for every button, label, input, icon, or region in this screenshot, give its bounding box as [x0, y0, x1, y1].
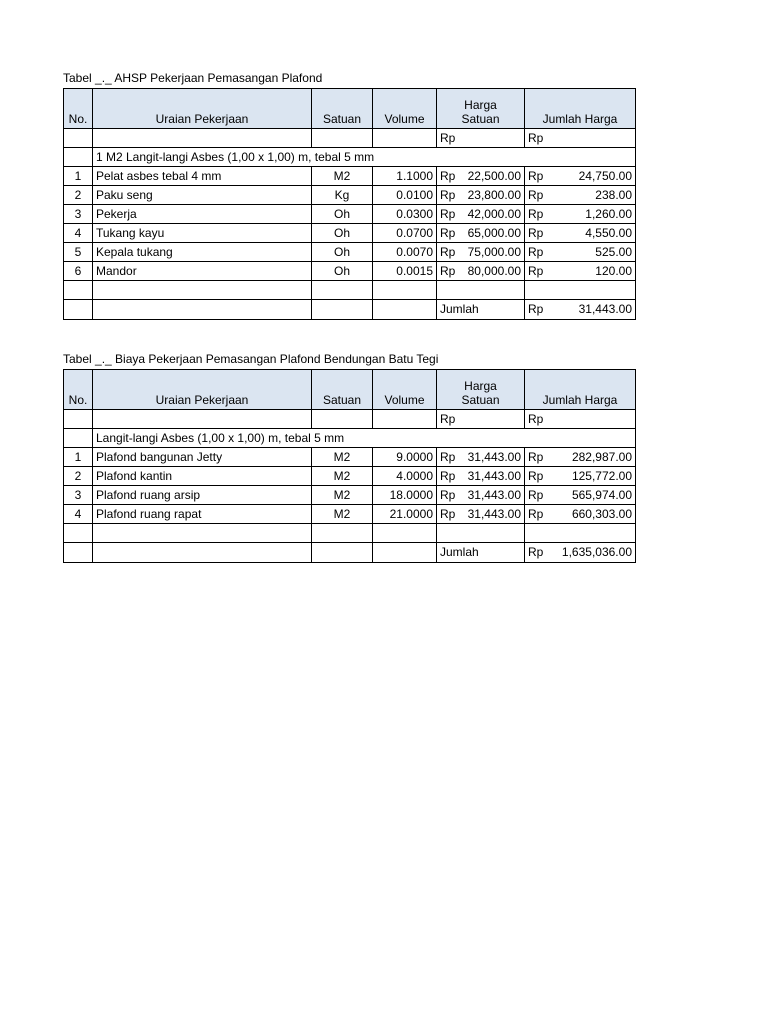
currency-label: Rp [528, 187, 544, 202]
cell-satuan: M2 [312, 486, 373, 505]
currency-label: Rp [528, 449, 544, 464]
cell-volume: 0.0070 [373, 243, 437, 262]
cell-volume: 4.0000 [373, 467, 437, 486]
col-header-jumlah-harga: Jumlah Harga [525, 370, 636, 410]
cell-harga [437, 467, 525, 486]
table2-biaya [63, 369, 636, 563]
cell-satuan: M2 [312, 167, 373, 186]
harga-value: 42,000.00 [467, 206, 521, 221]
unit-rp-jumlah: Rp [525, 410, 636, 429]
col-header-harga-satuan [437, 370, 525, 410]
cell-jumlah [525, 205, 636, 224]
table-row [64, 262, 636, 281]
harga-value: 80,000.00 [467, 263, 521, 278]
cell-harga [437, 505, 525, 524]
table1-total-row [64, 300, 636, 320]
cell-jumlah [525, 224, 636, 243]
cell-uraian: Pelat asbes tebal 4 mm [93, 167, 312, 186]
table2-total-row [64, 543, 636, 563]
cell-harga [437, 262, 525, 281]
cell-harga [437, 448, 525, 467]
harga-value: 23,800.00 [467, 187, 521, 202]
cell-satuan: M2 [312, 505, 373, 524]
harga-value: 31,443.00 [467, 449, 521, 464]
cell-jumlah [525, 167, 636, 186]
currency-label: Rp [528, 506, 544, 521]
cell-no: 3 [64, 486, 93, 505]
cell-harga [437, 224, 525, 243]
cell-uraian: Plafond kantin [93, 467, 312, 486]
cell-harga [437, 486, 525, 505]
jumlah-value: 660,303.00 [571, 506, 632, 521]
unit-rp-jumlah: Rp [525, 129, 636, 148]
cell-uraian: Paku seng [93, 186, 312, 205]
col-header-harga-line1: Harga [464, 379, 497, 393]
cell-no: 6 [64, 262, 93, 281]
cell-harga [437, 167, 525, 186]
table2-unit-row [64, 410, 636, 429]
table1-block [63, 70, 636, 320]
cell-jumlah [525, 505, 636, 524]
jumlah-value: 525.00 [595, 244, 632, 259]
cell-uraian: Plafond bangunan Jetty [93, 448, 312, 467]
unit-rp-harga: Rp [437, 129, 525, 148]
jumlah-value: 1,260.00 [585, 206, 632, 221]
currency-label: Rp [440, 487, 456, 502]
currency-label: Rp [528, 168, 544, 183]
currency-label: Rp [528, 545, 544, 559]
cell-satuan: M2 [312, 448, 373, 467]
table1-caption: Tabel _._ AHSP Pekerjaan Pemasangan Plafond [63, 71, 323, 85]
cell-volume: 0.0015 [373, 262, 437, 281]
cell-no: 5 [64, 243, 93, 262]
cell-uraian: Plafond ruang arsip [93, 486, 312, 505]
total-label: Jumlah [437, 300, 525, 320]
col-header-volume: Volume [373, 370, 437, 410]
table2-block [63, 351, 636, 563]
cell-volume: 1.1000 [373, 167, 437, 186]
cell-volume: 0.0100 [373, 186, 437, 205]
cell-satuan: Kg [312, 186, 373, 205]
table-row [64, 467, 636, 486]
currency-label: Rp [440, 449, 456, 464]
cell-jumlah [525, 486, 636, 505]
currency-label: Rp [528, 263, 544, 278]
cell-volume: 9.0000 [373, 448, 437, 467]
col-header-harga-satuan [437, 89, 525, 129]
jumlah-value: 4,550.00 [585, 225, 632, 240]
table1-section-row [64, 148, 636, 167]
col-header-satuan: Satuan [312, 89, 373, 129]
table2-caption: Tabel _._ Biaya Pekerjaan Pemasangan Plafond Bendungan Batu Tegi [63, 352, 439, 366]
table2-header-row [64, 370, 636, 410]
cell-uraian: Pekerja [93, 205, 312, 224]
cell-jumlah [525, 467, 636, 486]
table-row [64, 243, 636, 262]
jumlah-value: 238.00 [595, 187, 632, 202]
cell-uraian: Kepala tukang [93, 243, 312, 262]
currency-label: Rp [440, 168, 456, 183]
cell-jumlah [525, 186, 636, 205]
section-label: 1 M2 Langit-langi Asbes (1,00 x 1,00) m, tebal 5 mm [93, 148, 636, 167]
jumlah-value: 125,772.00 [571, 468, 632, 483]
col-header-uraian: Uraian Pekerjaan [93, 89, 312, 129]
section-label: Langit-langi Asbes (1,00 x 1,00) m, tebal 5 mm [93, 429, 636, 448]
cell-no: 2 [64, 186, 93, 205]
cell-jumlah [525, 448, 636, 467]
table2-spacer-row [64, 524, 636, 543]
col-header-harga-line2: Satuan [461, 393, 500, 407]
cell-volume: 21.0000 [373, 505, 437, 524]
table-row [64, 486, 636, 505]
harga-value: 31,443.00 [467, 506, 521, 521]
cell-satuan: Oh [312, 262, 373, 281]
cell-harga [437, 186, 525, 205]
currency-label: Rp [440, 468, 456, 483]
currency-label: Rp [440, 225, 456, 240]
col-header-harga-line1: Harga [464, 98, 497, 112]
col-header-no: No. [64, 370, 93, 410]
currency-label: Rp [528, 225, 544, 240]
total-cell [525, 300, 636, 320]
jumlah-value: 24,750.00 [578, 168, 632, 183]
currency-label: Rp [528, 487, 544, 502]
harga-value: 31,443.00 [467, 487, 521, 502]
cell-no: 1 [64, 448, 93, 467]
currency-label: Rp [440, 244, 456, 259]
cell-jumlah [525, 262, 636, 281]
currency-label: Rp [528, 468, 544, 483]
harga-value: 75,000.00 [467, 244, 521, 259]
harga-value: 65,000.00 [467, 225, 521, 240]
unit-rp-harga: Rp [437, 410, 525, 429]
table1-spacer-row [64, 281, 636, 300]
cell-no: 4 [64, 505, 93, 524]
cell-no: 3 [64, 205, 93, 224]
table1-ahsp [63, 88, 636, 320]
table1-header-row [64, 89, 636, 129]
total-value: 31,443.00 [578, 302, 632, 316]
total-value: 1,635,036.00 [561, 545, 632, 559]
table-row [64, 448, 636, 467]
jumlah-value: 120.00 [595, 263, 632, 278]
cell-satuan: Oh [312, 205, 373, 224]
harga-value: 31,443.00 [467, 468, 521, 483]
cell-uraian: Tukang kayu [93, 224, 312, 243]
cell-satuan: M2 [312, 467, 373, 486]
table-row [64, 205, 636, 224]
currency-label: Rp [528, 206, 544, 221]
harga-value: 22,500.00 [467, 168, 521, 183]
table-row [64, 186, 636, 205]
col-header-harga-line2: Satuan [461, 112, 500, 126]
cell-no: 1 [64, 167, 93, 186]
cell-uraian: Plafond ruang rapat [93, 505, 312, 524]
table-row [64, 224, 636, 243]
currency-label: Rp [440, 263, 456, 278]
jumlah-value: 282,987.00 [571, 449, 632, 464]
cell-uraian: Mandor [93, 262, 312, 281]
cell-jumlah [525, 243, 636, 262]
currency-label: Rp [440, 187, 456, 202]
col-header-jumlah-harga: Jumlah Harga [525, 89, 636, 129]
col-header-uraian: Uraian Pekerjaan [93, 370, 312, 410]
currency-label: Rp [528, 302, 544, 316]
cell-no: 4 [64, 224, 93, 243]
cell-satuan: Oh [312, 224, 373, 243]
cell-harga [437, 243, 525, 262]
cell-volume: 18.0000 [373, 486, 437, 505]
cell-harga [437, 205, 525, 224]
currency-label: Rp [528, 244, 544, 259]
table-row [64, 167, 636, 186]
cell-satuan: Oh [312, 243, 373, 262]
cell-no: 2 [64, 467, 93, 486]
table-row [64, 505, 636, 524]
table2-section-row [64, 429, 636, 448]
total-label: Jumlah [437, 543, 525, 563]
currency-label: Rp [440, 206, 456, 221]
col-header-satuan: Satuan [312, 370, 373, 410]
total-cell [525, 543, 636, 563]
col-header-volume: Volume [373, 89, 437, 129]
currency-label: Rp [440, 506, 456, 521]
jumlah-value: 565,974.00 [571, 487, 632, 502]
cell-volume: 0.0700 [373, 224, 437, 243]
cell-volume: 0.0300 [373, 205, 437, 224]
table1-unit-row [64, 129, 636, 148]
col-header-no: No. [64, 89, 93, 129]
